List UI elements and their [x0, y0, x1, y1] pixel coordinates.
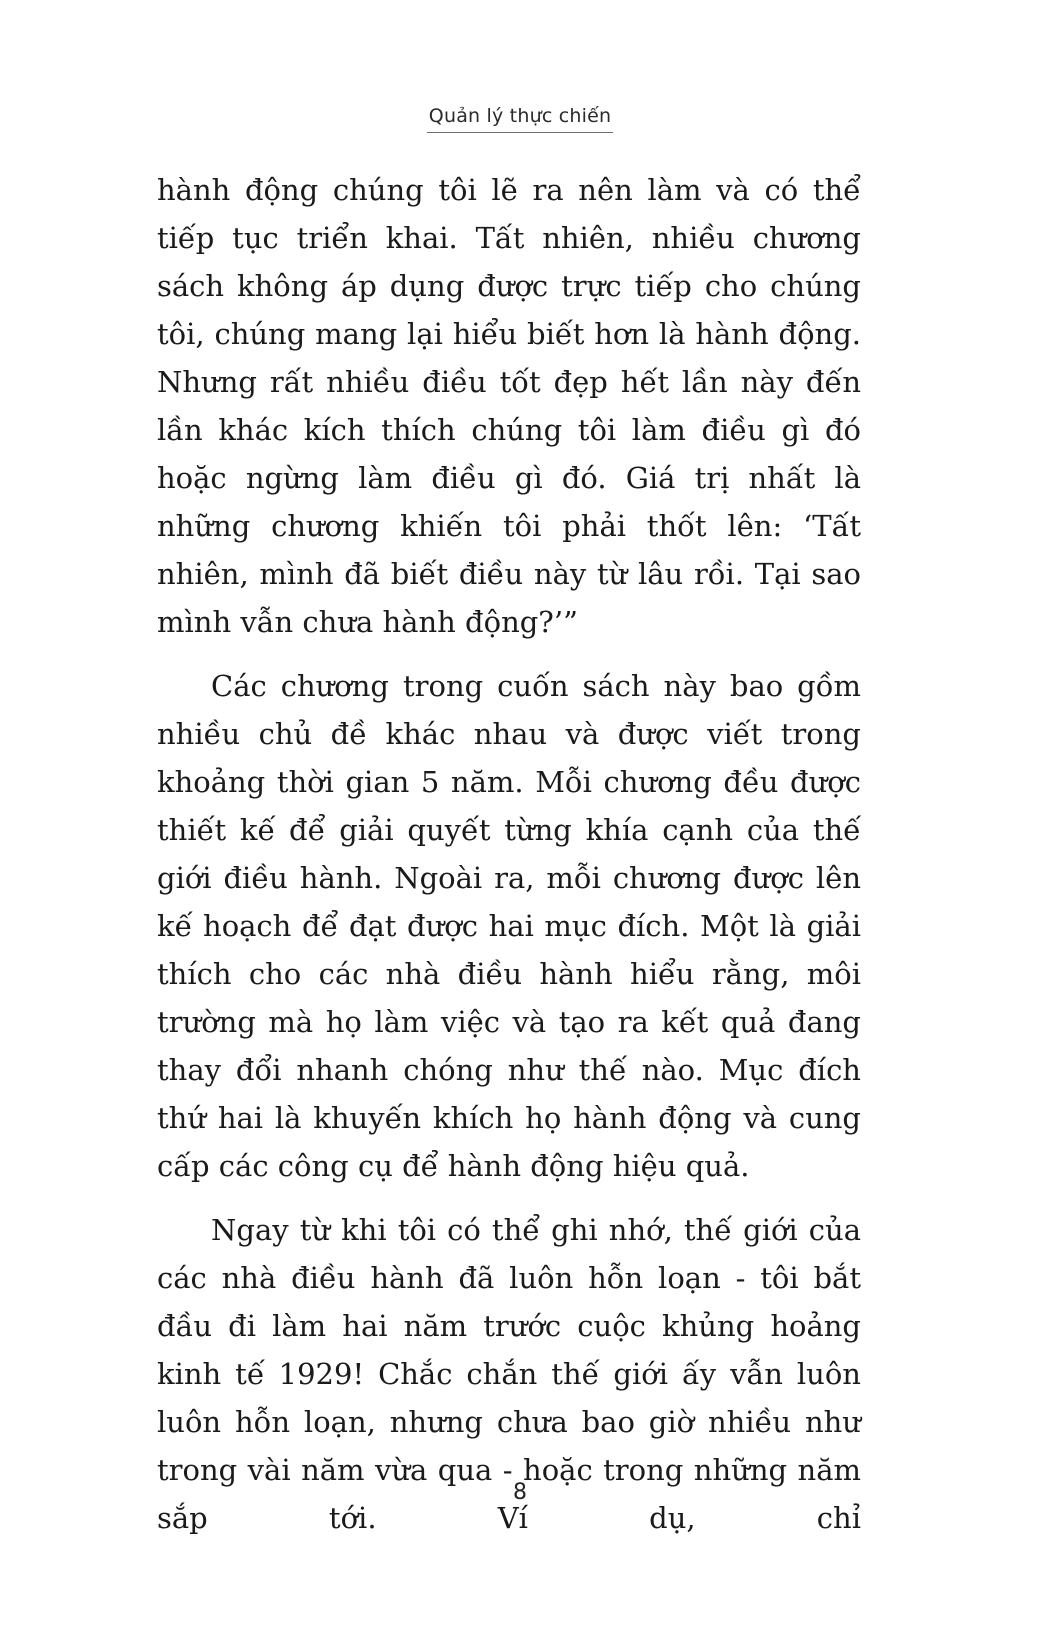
paragraph-continued: hành động chúng tôi lẽ ra nên làm và có thể tiếp tục triển khai. Tất nhiên, nhiều chương sách không áp dụng được trực tiếp cho chúng tôi, chúng mang lại hiểu biết hơn là hành động. Nhưng rất nhiều điều tốt đẹp hết lần này đến lần khác kích thích chúng tôi làm điều gì đó hoặc ngừng làm điều gì đó. Giá trị nhất là những chương khiến tôi phải thốt lên: ‘Tất nhiên, mình đã biết điều này từ lâu rồi. Tại sao mình vẫn chưa hành động?’” [157, 173, 861, 639]
paragraph-continues-next-page: Ngay từ khi tôi có thể ghi nhớ, thế giới của các nhà điều hành đã luôn hỗn loạn - tôi bắt đầu đi làm hai năm trước cuộc khủng hoảng kinh tế 1929! Chắc chắn thế giới ấy vẫn luôn luôn hỗn loạn, nhưng chưa bao giờ nhiều như trong vài năm vừa qua - hoặc trong những năm sắp tới. Ví dụ, chỉ [157, 1213, 861, 1535]
page-number: 8 [513, 1480, 527, 1505]
paragraph: Các chương trong cuốn sách này bao gồm nhiều chủ đề khác nhau và được viết trong khoảng thời gian 5 năm. Mỗi chương đều được thiết kế để giải quyết từng khía cạnh của thế giới điều hành. Ngoài ra, mỗi chương được lên kế hoạch để đạt được hai mục đích. Một là giải thích cho các nhà điều hành hiểu rằng, môi trường mà họ làm việc và tạo ra kết quả đang thay đổi nhanh chóng như thế nào. Mục đích thứ hai là khuyến khích họ hành động và cung cấp các công cụ để hành động hiệu quả. [157, 669, 861, 1183]
running-header [0, 105, 1040, 133]
body-text [157, 166, 861, 1558]
running-title: Quản lý thực chiến [427, 105, 613, 133]
